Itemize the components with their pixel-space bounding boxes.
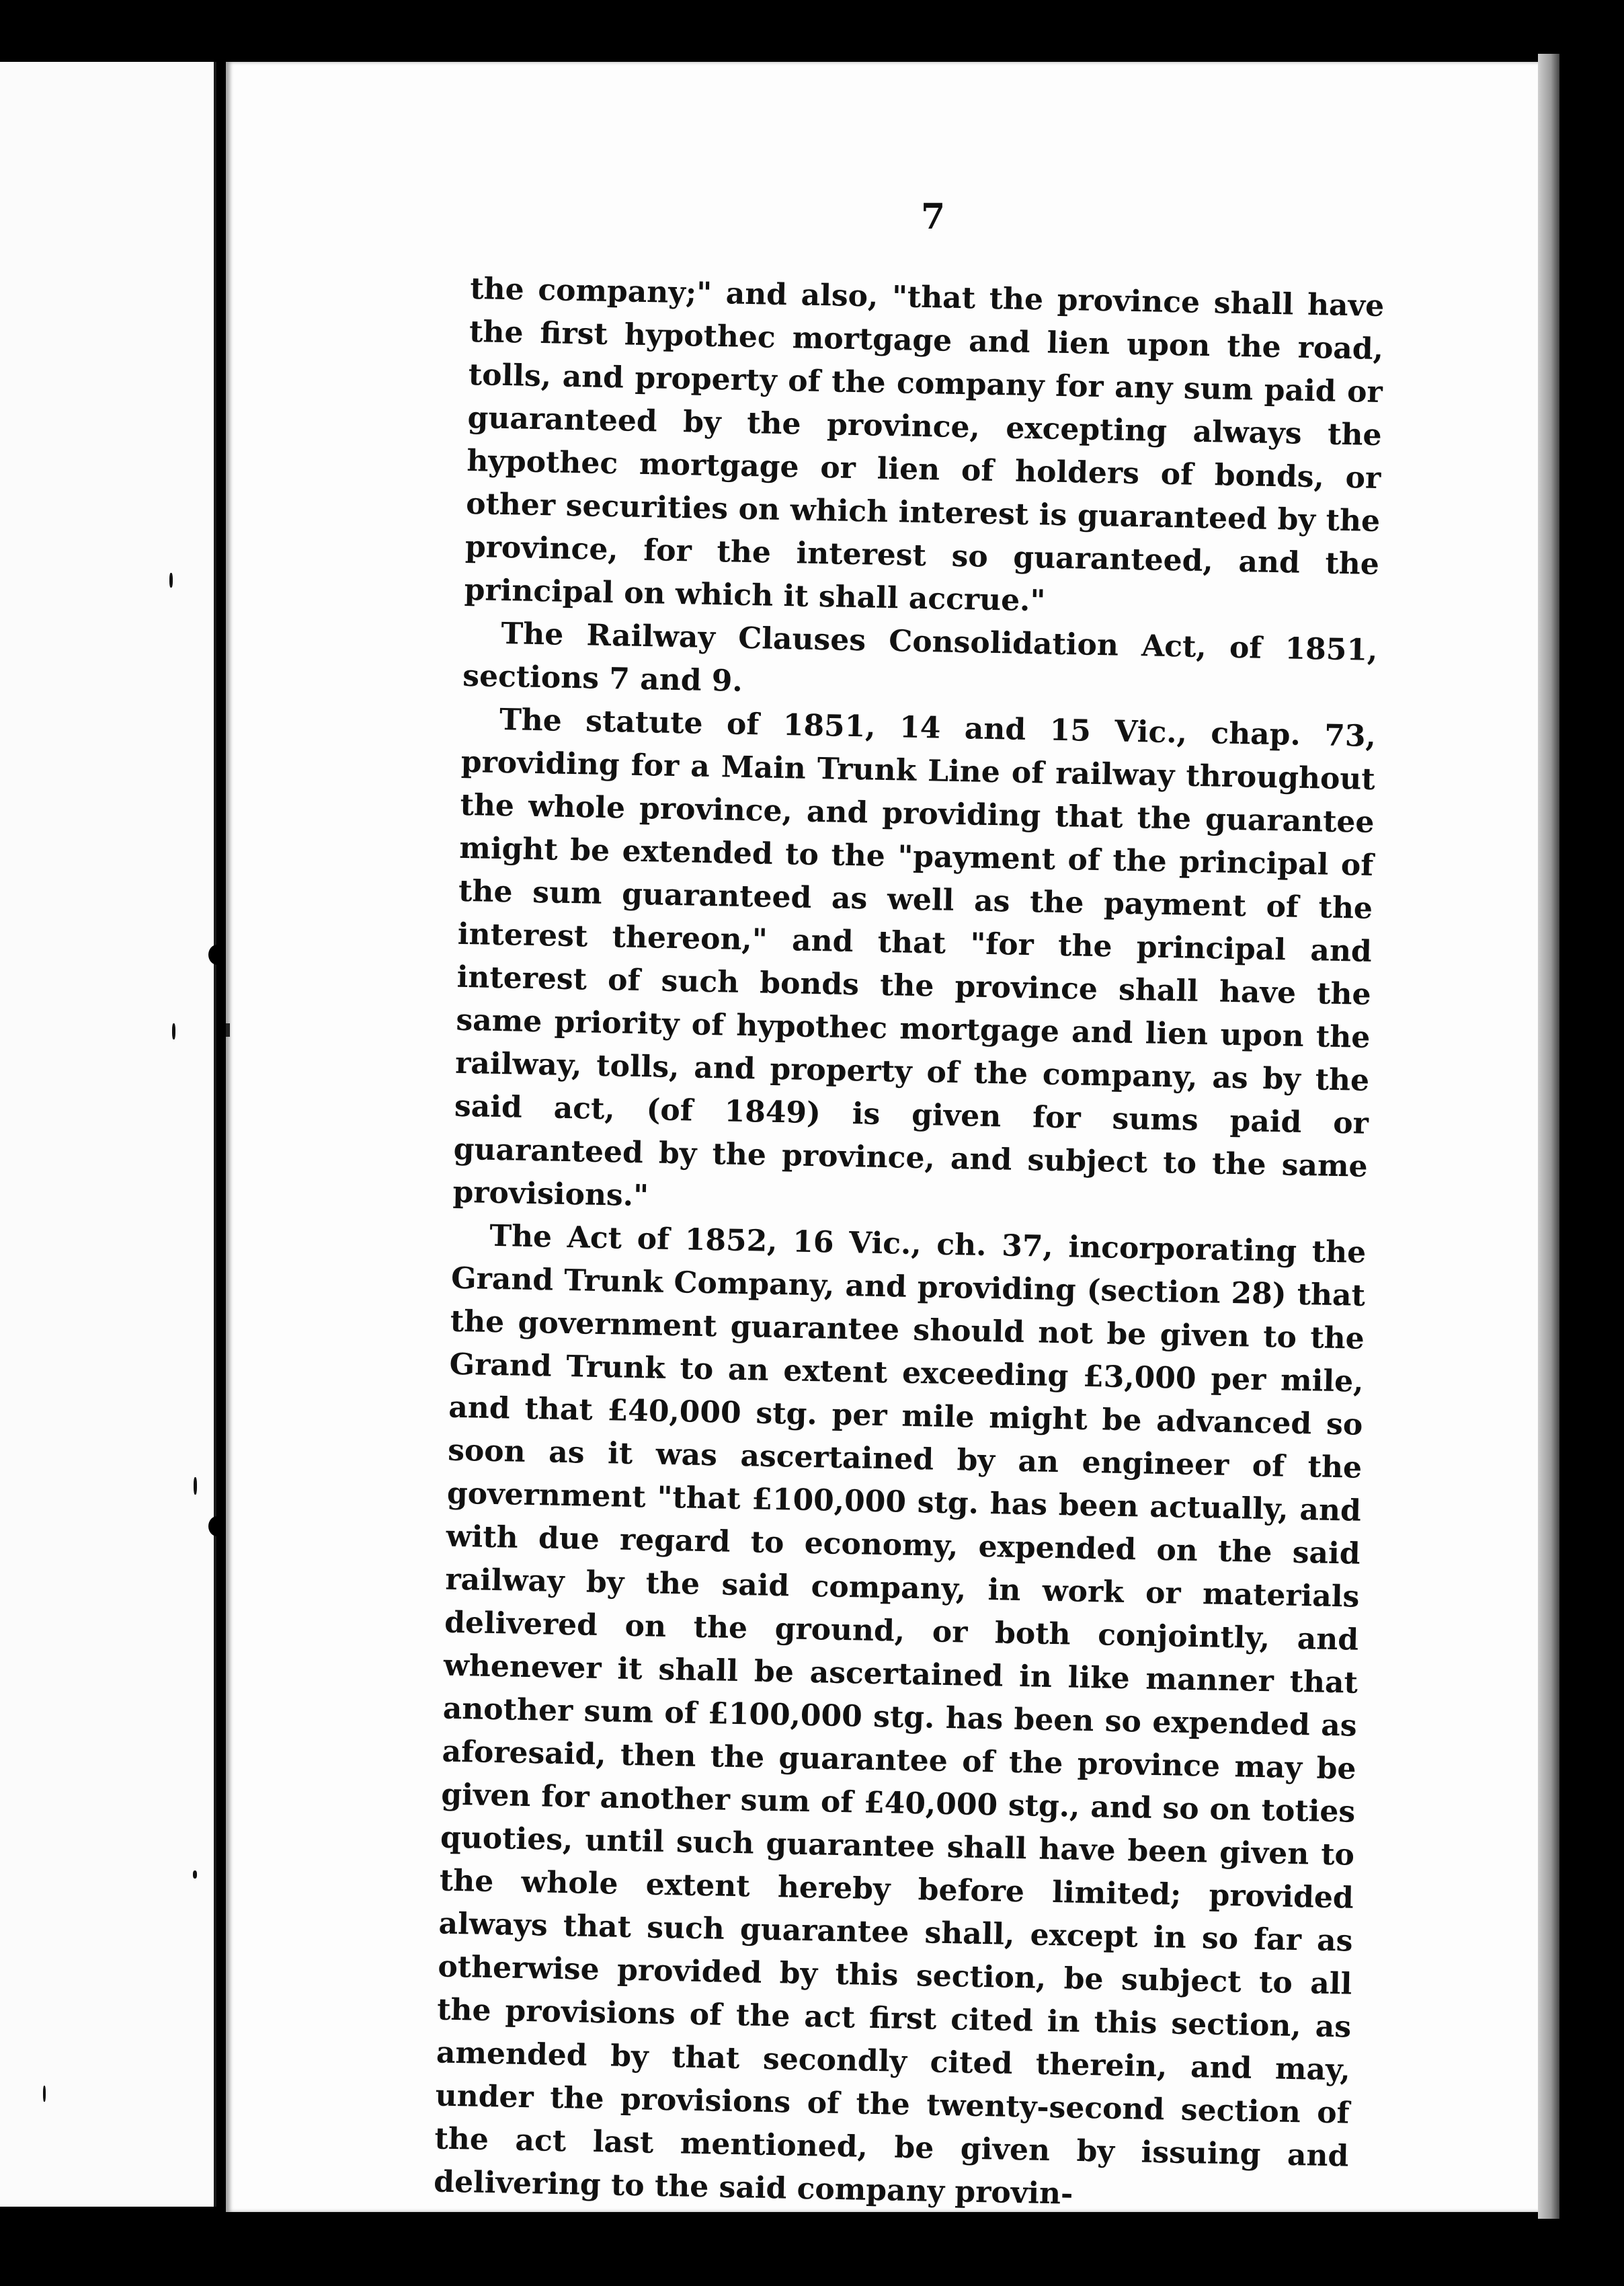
page-number: 7 — [921, 196, 946, 237]
ink-speck — [194, 1477, 197, 1495]
ink-speck — [193, 1870, 197, 1879]
binding-stitch — [208, 1516, 226, 1536]
paragraph: The statute of 1851, 14 and 15 Vic., chap. 73, providing for a Main Trunk Line of railway throughout the whole province, and providing that the guarantee might be extended to the "payment of the principal of the sum guaranteed as well as the payment of the interest thereon," and that "for the principal and interest of such bonds the province shall have the same priority of hypothec mortgage and lien upon the railway, tolls, and property of the company, as by the said act, (of 1849) is given for sums paid or guaranteed by the province, and subject to the same provisions." — [452, 702, 1377, 1214]
ink-speck — [226, 1023, 230, 1037]
ink-speck — [172, 1023, 175, 1039]
paragraph: the company;" and also, "that the province shall have the first hypothec mortgage and lien upon the road, tolls, and property of the company for any sum paid or guaranteed by the province, excepting always the hypothec mortgage or lien of holders of bonds, or other securities on which interest is guaranteed by the province, for the interest so guaranteed, and the principal on which it shall accrue." — [464, 271, 1385, 619]
page-edge — [1538, 54, 1559, 2219]
binding-stitch — [208, 945, 226, 965]
ink-speck — [43, 2086, 46, 2102]
paragraph: The Railway Clauses Consolidation Act, of 1851, sections 7 and 9. — [462, 616, 1378, 699]
left-page-margin — [0, 62, 216, 2207]
ink-speck — [169, 573, 173, 588]
body-text — [434, 268, 1385, 2221]
paragraph: The Act of 1852, 16 Vic., ch. 37, incorporating the Grand Trunk Company, and providing (section 28) that the government guarantee should not be given to the Grand Trunk to an extent exceeding £3,000 per mile, and that £40,000 stg. per mile might be advanced so soon as it was ascertained by an engineer of the government "that £100,000 stg. has been actually, and with due regard to economy, expended on the said railway by the said company, in work or materials delivered on the ground, or both conjointly, and whenever it shall be ascertained in like manner that another sum of £100,000 stg. has been so expended as aforesaid, then the guarantee of the province may be given for another sum of £40,000 stg., and so on toties quoties, until such guarantee shall have been given to the whole extent hereby before limited; provided always that such guarantee shall, except in so far as otherwise provided by this section, be subject to all the provisions of the act first cited in this section, as amended by that secondly cited therein, and may, under the provisions of the twenty-second section of the act last mentioned, be given by issuing and delivering to the said company provin- — [433, 1218, 1367, 2211]
